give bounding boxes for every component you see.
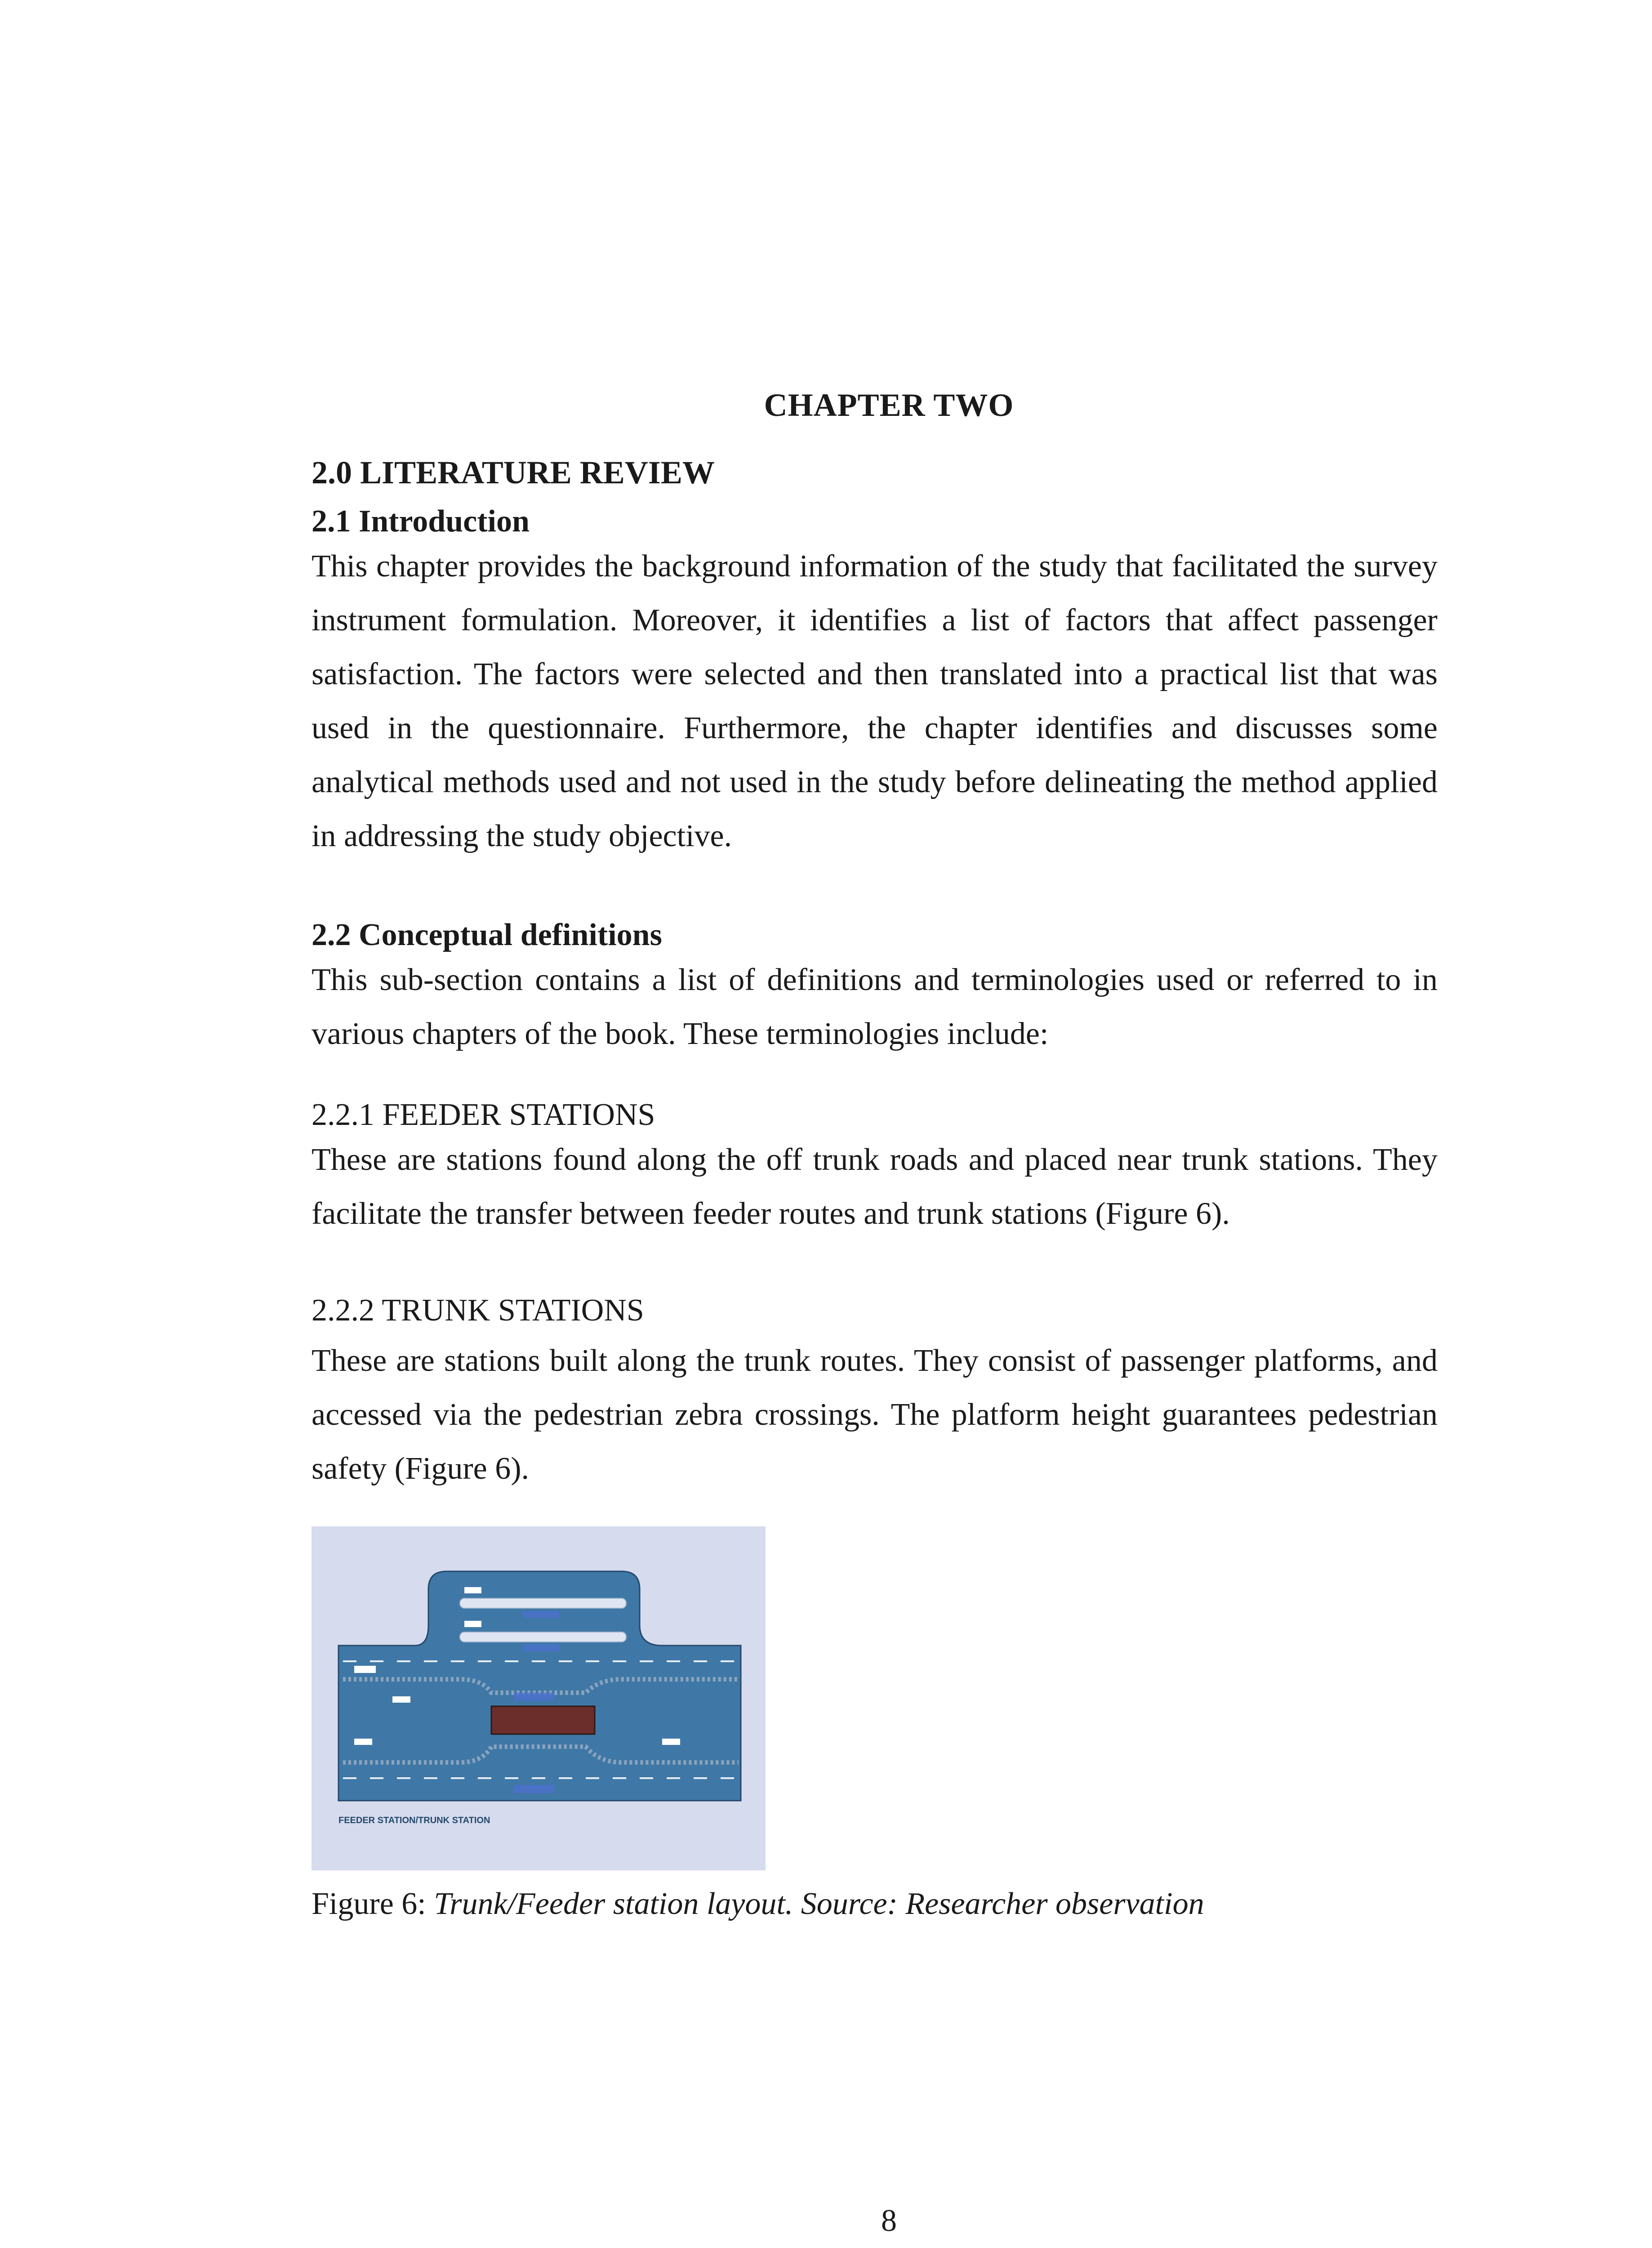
trunk-station-platform — [491, 1706, 595, 1734]
feeder-platform-1 — [460, 1598, 626, 1608]
heading-trunk-stations: 2.2.2 TRUNK STATIONS — [312, 1293, 644, 1328]
heading-conceptual-definitions: 2.2 Conceptual definitions — [312, 918, 662, 952]
feeder-platform-2 — [460, 1632, 626, 1642]
section-conceptual-definitions — [312, 917, 1438, 1061]
figure-caption-prefix: Figure 6: — [312, 1887, 434, 1921]
paragraph-feeder-stations: These are stations found along the off trunk roads and placed near trunk stations. They facilitate the transfer between feeder routes and trunk stations (Figure 6). — [312, 1142, 1438, 1231]
chapter-title: CHAPTER TWO — [764, 387, 1014, 423]
station-layout-diagram — [312, 1526, 766, 1870]
paragraph-conceptual-definitions: This sub-section contains a list of definitions and terminologies used or referred to in various chapters of the book. These terminologies include: — [312, 963, 1438, 1051]
bus-icon — [514, 1693, 554, 1701]
paragraph-trunk-stations: These are stations built along the trunk routes. They consist of passenger platforms, and accessed via the pedestrian zebra crossings. The platform height guarantees pedestrian safety (Figure 6). — [312, 1343, 1438, 1486]
section-feeder-stations — [312, 1097, 1438, 1241]
figure-inner-label: FEEDER STATION/TRUNK STATION — [338, 1815, 490, 1825]
section-trunk-stations — [312, 1293, 1438, 1496]
bus-icon — [464, 1621, 481, 1627]
bus-icon — [514, 1785, 554, 1793]
paragraph-introduction: This chapter provides the background information of the study that facilitated the survey instrument formulation. Moreover, it identifies a list of factors that affect passenger satisfaction. The factors were selected and then translated into a practical list that was used in the questionnaire. Furthermore, the chapter identifies and discusses some analytical methods used and not used in the study before delineating the method applied in addressing the study objective. — [312, 549, 1438, 853]
bus-icon — [523, 1644, 559, 1651]
section-introduction — [312, 504, 1438, 863]
page-number: 8 — [881, 2203, 897, 2238]
figure-caption-text: Trunk/Feeder station layout. Source: Researcher observation — [434, 1887, 1204, 1921]
bus-icon — [523, 1611, 559, 1618]
bus-icon — [354, 1666, 376, 1673]
heading-introduction: 2.1 Introduction — [312, 504, 530, 539]
bus-icon — [354, 1739, 372, 1745]
section-heading-literature-review: 2.0 LITERATURE REVIEW — [312, 455, 715, 491]
bus-icon — [392, 1696, 410, 1703]
heading-feeder-stations: 2.2.1 FEEDER STATIONS — [312, 1097, 655, 1132]
figure-station-layout-photo — [312, 1526, 766, 1870]
figure-caption — [312, 1886, 1204, 1922]
bus-icon — [662, 1739, 680, 1745]
bus-icon — [464, 1587, 481, 1593]
